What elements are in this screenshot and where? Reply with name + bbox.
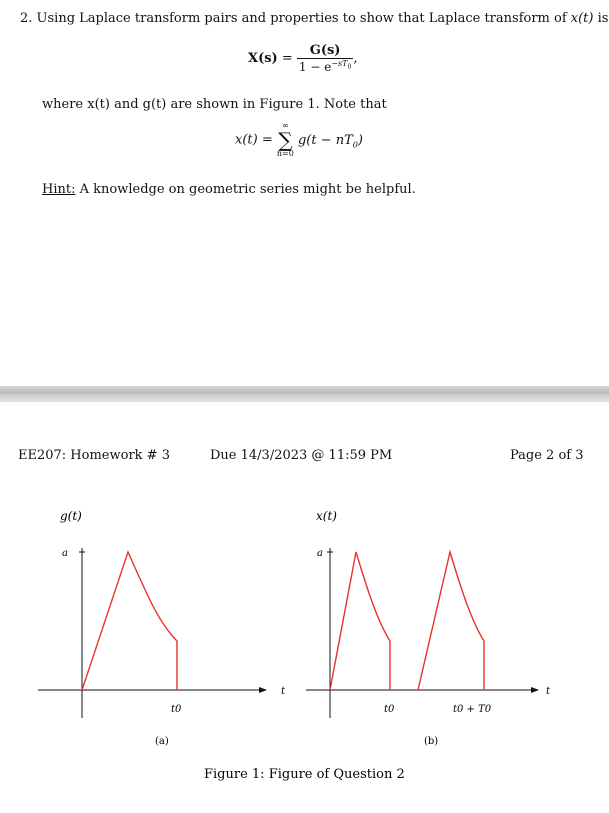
panel-a-a-label: a bbox=[62, 548, 68, 559]
question-number: 2. bbox=[20, 11, 33, 26]
header-page: Page 2 of 3 bbox=[510, 448, 584, 463]
figure-caption: Figure 1: Figure of Question 2 bbox=[204, 767, 405, 782]
question-is: is bbox=[597, 11, 609, 26]
sum-lhs: x(t) = bbox=[235, 132, 273, 148]
header-course: EE207: Homework # 3 bbox=[18, 448, 170, 463]
panel-b-pulse-1 bbox=[330, 552, 390, 690]
hint-label: Hint: bbox=[42, 182, 76, 197]
panel-b-a-label: a bbox=[317, 548, 323, 559]
equation-denominator: $1 - e^{-sT_0}$ bbox=[298, 59, 352, 74]
panel-b-ylabel: x(t) bbox=[316, 509, 337, 523]
equation-lhs: X(s) bbox=[248, 51, 278, 66]
panel-a-t0-label: t0 bbox=[171, 704, 182, 715]
sum-lower-limit: n=0 bbox=[276, 149, 294, 158]
equation-equals: = bbox=[281, 51, 293, 66]
panel-b-t0-label: t0 bbox=[384, 704, 395, 715]
panel-b-t-label: t bbox=[546, 686, 551, 697]
equation-numerator: G(s) bbox=[297, 43, 353, 59]
where-text: where x(t) and g(t) are shown in Figure 1. Note that bbox=[42, 97, 387, 112]
panel-b bbox=[306, 509, 551, 747]
hint-text: A knowledge on geometric series might be helpful. bbox=[79, 182, 416, 197]
sum-rhs: $g(t - nT_0)$ bbox=[297, 132, 363, 150]
sum-sigma: ∑ bbox=[278, 128, 293, 152]
panel-a-ylabel: g(t) bbox=[60, 509, 82, 523]
panel-b-t0T0-label: t0 + T0 bbox=[453, 704, 492, 715]
panel-b-caption: (b) bbox=[424, 736, 439, 747]
question-xt: x(t) bbox=[570, 11, 594, 26]
panel-a-g-curve bbox=[82, 552, 177, 690]
panel-b-pulse-2 bbox=[418, 552, 484, 690]
sum-upper-limit: ∞ bbox=[282, 121, 289, 130]
header-due: Due 14/3/2023 @ 11:59 PM bbox=[210, 448, 393, 463]
panel-a-t-label: t bbox=[281, 686, 286, 697]
equation-comma: , bbox=[353, 51, 358, 66]
panel-a-caption: (a) bbox=[155, 736, 169, 747]
question-intro: Using Laplace transform pairs and properties to show that Laplace transform of bbox=[36, 11, 567, 26]
panel-a bbox=[38, 509, 286, 747]
